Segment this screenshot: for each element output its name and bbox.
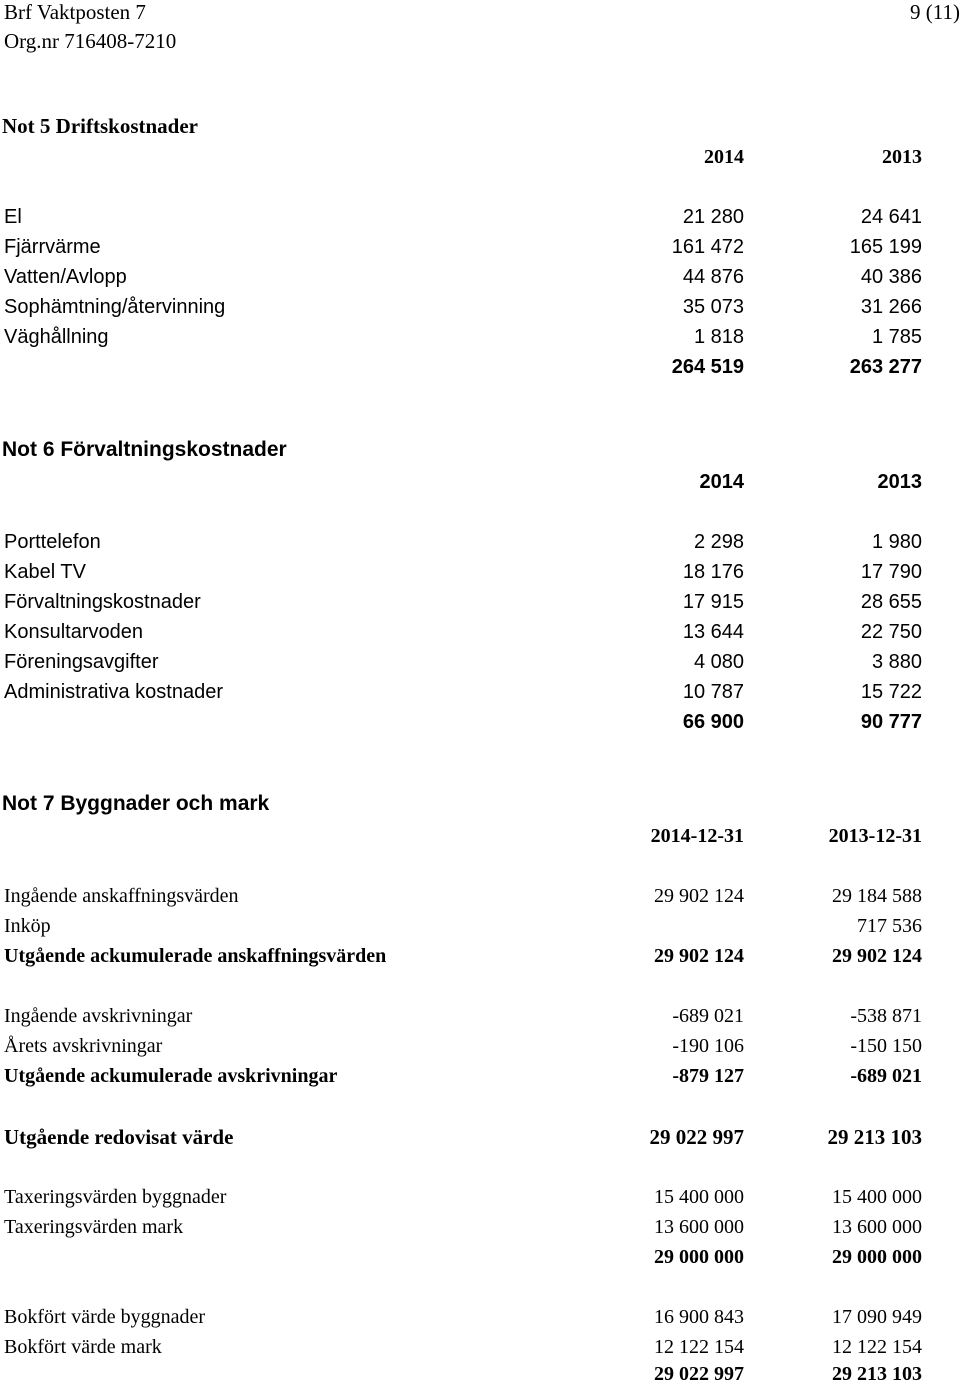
tax-total-row [0, 1245, 960, 1269]
note7-date-2013: 2013-12-31 [828, 825, 922, 847]
row-value-2013: 24 641 [860, 206, 922, 228]
row-label: Bokfört värde mark [4, 1336, 162, 1358]
row-label: El [4, 206, 22, 228]
row-label: Administrativa kostnader [4, 681, 223, 703]
org-name: Brf Vaktposten 7 [4, 0, 146, 24]
row-value-2014: 2 298 [693, 531, 744, 553]
row-value-2014: 12 122 154 [654, 1336, 744, 1358]
row-value-2013: -689 021 [850, 1065, 922, 1087]
table-row [0, 1305, 960, 1329]
row-label: Taxeringsvärden mark [4, 1216, 184, 1238]
row-value-2013: 165 199 [849, 236, 922, 258]
row-value-2014: -689 021 [672, 1005, 744, 1027]
total-2014: 264 519 [671, 356, 744, 378]
table-row [0, 1215, 960, 1239]
note7-title: Not 7 Byggnader och mark [2, 792, 270, 815]
table-row [0, 325, 960, 349]
row-value-2013: -150 150 [850, 1035, 922, 1057]
row-value-2013: 22 750 [860, 621, 922, 643]
table-row [0, 680, 960, 704]
row-value-2014: 13 644 [682, 621, 744, 643]
row-value-2013: 1 785 [871, 326, 922, 348]
total-2014: 29 000 000 [654, 1246, 744, 1268]
table-row [0, 914, 960, 938]
row-label: Förvaltningskostnader [4, 591, 201, 613]
row-label: Sophämtning/återvinning [4, 296, 226, 318]
table-row [0, 1004, 960, 1028]
note6-title: Not 6 Förvaltningskostnader [2, 438, 287, 461]
row-label: Föreningsavgifter [4, 651, 159, 673]
note7-date-header [0, 824, 960, 848]
table-row [0, 235, 960, 259]
row-label: Kabel TV [4, 561, 86, 583]
table-row [0, 1064, 960, 1088]
table-row [0, 1034, 960, 1058]
table-row [0, 295, 960, 319]
table-row [0, 1185, 960, 1209]
note6-year-2014: 2014 [699, 471, 744, 493]
row-value-2014: 17 915 [682, 591, 744, 613]
row-value-2014: 18 176 [682, 561, 744, 583]
row-label: Porttelefon [4, 531, 101, 553]
row-value-2013: 40 386 [860, 266, 922, 288]
table-row [0, 590, 960, 614]
book-value-total-row [0, 1362, 960, 1386]
total-2013: 29 000 000 [832, 1246, 922, 1268]
page-number: 9 (11) [910, 0, 960, 24]
note7-date-2014: 2014-12-31 [650, 825, 744, 847]
row-value-2014: 1 818 [693, 326, 744, 348]
row-value-2014: 29 902 124 [654, 945, 744, 967]
table-row [0, 944, 960, 968]
table-row [0, 1125, 960, 1149]
row-label: Fjärrvärme [4, 236, 101, 258]
table-row [0, 650, 960, 674]
org-number: Org.nr 716408-7210 [4, 29, 177, 53]
row-label: Ingående anskaffningsvärden [4, 885, 239, 907]
row-value-2014: 29 022 997 [649, 1125, 744, 1149]
note5-total-row [0, 355, 960, 379]
row-value-2013: 17 790 [860, 561, 922, 583]
note6-total-row [0, 710, 960, 734]
note5-year-header [0, 145, 960, 169]
note5-year-2013: 2013 [882, 146, 922, 168]
total-2013: 263 277 [849, 356, 922, 378]
table-row [0, 884, 960, 908]
row-value-2013: 17 090 949 [832, 1306, 922, 1328]
row-value-2014: 16 900 843 [654, 1306, 744, 1328]
total-2014: 29 022 997 [654, 1363, 744, 1385]
row-value-2014: 161 472 [671, 236, 744, 258]
row-label: Bokfört värde byggnader [4, 1306, 206, 1328]
row-value-2013: 15 400 000 [832, 1186, 922, 1208]
row-label: Taxeringsvärden byggnader [4, 1186, 227, 1208]
total-2013: 29 213 103 [832, 1363, 922, 1385]
note6-year-header [0, 470, 960, 494]
table-row [0, 205, 960, 229]
total-2014: 66 900 [682, 711, 744, 733]
row-value-2014: 21 280 [682, 206, 744, 228]
table-row [0, 560, 960, 584]
row-label: Inköp [4, 915, 51, 937]
row-value-2014: 35 073 [682, 296, 744, 318]
note6-year-2013: 2013 [877, 471, 922, 493]
row-value-2014: 4 080 [693, 651, 744, 673]
total-2013: 90 777 [860, 711, 922, 733]
row-label: Väghållning [4, 326, 109, 348]
row-value-2013: 29 213 103 [827, 1125, 922, 1149]
row-value-2013: 28 655 [860, 591, 922, 613]
row-value-2013: -538 871 [850, 1005, 922, 1027]
row-value-2013: 29 902 124 [832, 945, 922, 967]
row-label: Konsultarvoden [4, 621, 143, 643]
table-row [0, 530, 960, 554]
row-value-2013: 12 122 154 [832, 1336, 922, 1358]
row-value-2014: 15 400 000 [654, 1186, 744, 1208]
row-value-2014: 13 600 000 [654, 1216, 744, 1238]
row-value-2014: -879 127 [672, 1065, 744, 1087]
row-label: Ingående avskrivningar [4, 1005, 193, 1027]
note5-title: Not 5 Driftskostnader [2, 114, 198, 138]
row-value-2013: 29 184 588 [832, 885, 922, 907]
row-value-2014: 44 876 [682, 266, 744, 288]
table-row [0, 620, 960, 644]
note5-year-2014: 2014 [704, 146, 744, 168]
row-value-2013: 15 722 [860, 681, 922, 703]
row-label: Utgående redovisat värde [4, 1125, 234, 1149]
row-value-2014: 10 787 [682, 681, 744, 703]
row-value-2014: -190 106 [672, 1035, 744, 1057]
row-value-2013: 13 600 000 [832, 1216, 922, 1238]
row-value-2013: 3 880 [871, 651, 922, 673]
row-label: Vatten/Avlopp [4, 266, 127, 288]
row-label: Utgående ackumulerade anskaffningsvärden [4, 945, 387, 967]
row-value-2013: 717 536 [857, 915, 922, 937]
row-value-2014: 29 902 124 [654, 885, 744, 907]
row-value-2013: 1 980 [871, 531, 922, 553]
row-label: Årets avskrivningar [4, 1035, 163, 1057]
row-label: Utgående ackumulerade avskrivningar [4, 1065, 338, 1087]
table-row [0, 1335, 960, 1359]
table-row [0, 265, 960, 289]
row-value-2013: 31 266 [860, 296, 922, 318]
